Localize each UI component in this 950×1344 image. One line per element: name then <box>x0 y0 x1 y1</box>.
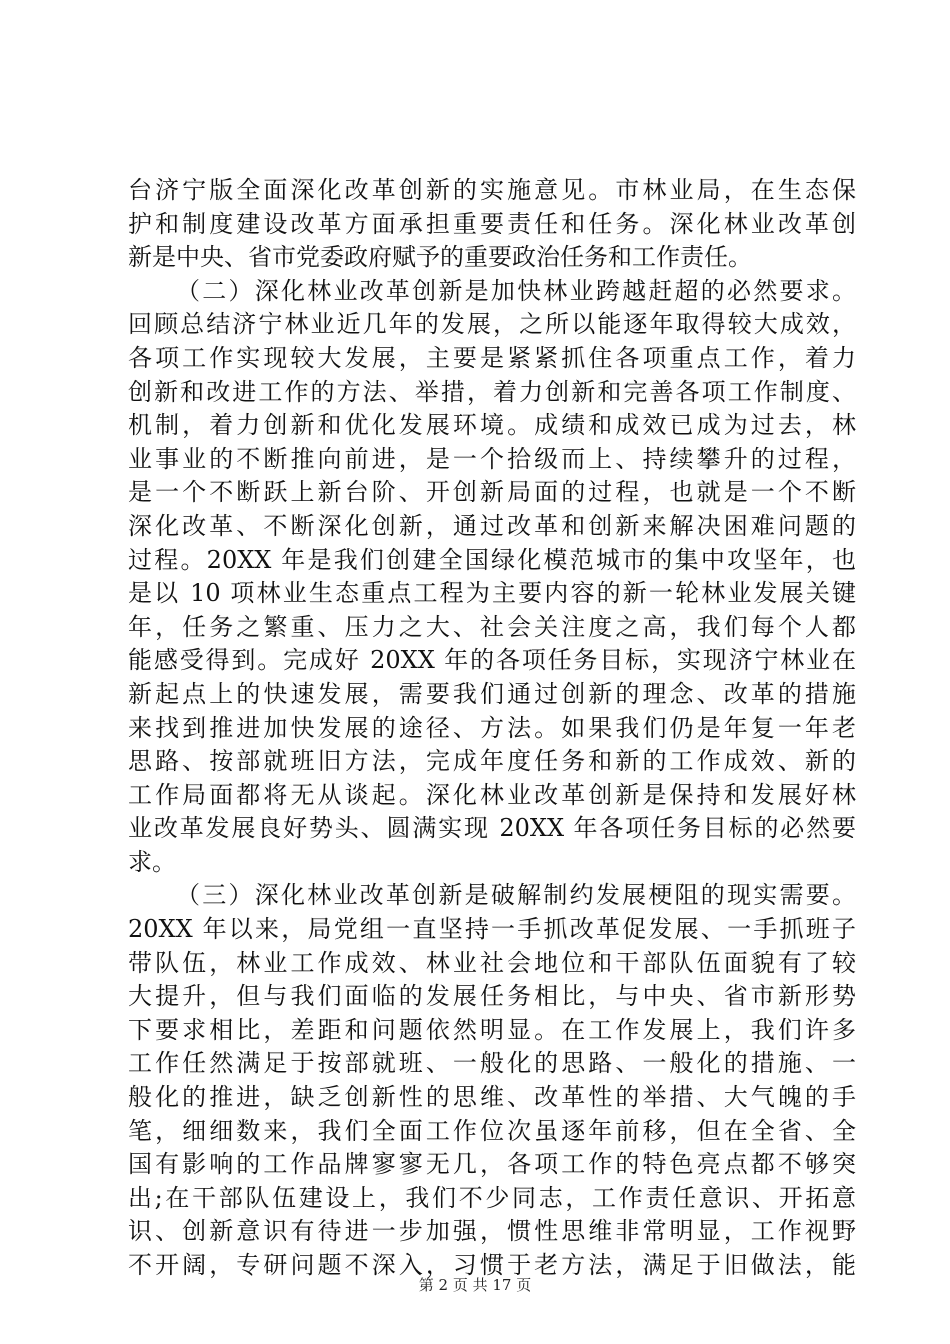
text-line: 机制，着力创新和优化发展环境。成绩和成效已成为过去，林 <box>128 411 856 440</box>
document-body <box>128 174 856 1283</box>
text-line: 年，任务之繁重、压力之大、社会关注度之高，我们每个人都 <box>128 612 856 641</box>
text-line: 20XX 年以来，局党组一直坚持一手抓改革促发展、一手抓班子 <box>128 915 856 944</box>
text-line: 不开阔，专研问题不深入，习惯于老方法，满足于旧做法，能 <box>128 1251 856 1279</box>
text-line: 出;在干部队伍建设上，我们不少同志，工作责任意识、开拓意 <box>128 1183 856 1212</box>
text-line: 来找到推进加快发展的途径、方法。如果我们仍是年复一年老 <box>128 713 856 742</box>
text-line: 业改革发展良好势头、圆满实现 20XX 年各项任务目标的必然要 <box>128 814 856 843</box>
text-line: 工作任然满足于按部就班、一般化的思路、一般化的措施、一 <box>128 1049 856 1078</box>
text-line: 下要求相比，差距和问题依然明显。在工作发展上，我们许多 <box>128 1015 856 1044</box>
text-line: 新起点上的快速发展，需要我们通过创新的理念、改革的措施 <box>128 679 856 708</box>
text-line: 思路、按部就班旧方法，完成年度任务和新的工作成效、新的 <box>128 747 856 776</box>
page-footer: 第 2 页 共 17 页 <box>418 1276 532 1294</box>
text-line: 大提升，但与我们面临的发展任务相比，与中央、省市新形势 <box>128 982 856 1011</box>
text-line: 般化的推进，缺乏创新性的思维、改革性的举措、大气魄的手 <box>128 1083 856 1112</box>
text-line: 是以 10 项林业生态重点工程为主要内容的新一轮林业发展关键 <box>128 579 856 608</box>
text-line: 回顾总结济宁林业近几年的发展，之所以能逐年取得较大成效， <box>128 310 856 339</box>
text-line: 护和制度建设改革方面承担重要责任和任务。深化林业改革创 <box>128 209 856 238</box>
text-line: 业事业的不断推向前进，是一个拾级而上、持续攀升的过程， <box>128 444 856 473</box>
text-line: 求。 <box>128 847 176 876</box>
text-line: 能感受得到。完成好 20XX 年的各项任务目标，实现济宁林业在 <box>128 646 856 675</box>
text-line: 带队伍，林业工作成效、林业社会地位和干部队伍面貌有了较 <box>128 948 856 977</box>
text-line: 工作局面都将无从谈起。深化林业改革创新是保持和发展好林 <box>128 780 856 809</box>
text-line: 深化改革、不断深化创新，通过改革和创新来解决困难问题的 <box>128 511 856 540</box>
text-line: 笔，细细数来，我们全面工作位次虽逐年前移，但在全省、全 <box>128 1116 856 1145</box>
text-line: 是一个不断跃上新台阶、开创新局面的过程，也就是一个不断 <box>128 478 856 507</box>
text-line: 各项工作实现较大发展，主要是紧紧抓住各项重点工作，着力 <box>128 343 856 372</box>
paragraph-first-line: （三）深化林业改革创新是破解制约发展梗阻的现实需要。 <box>176 881 856 910</box>
text-line: 台济宁版全面深化改革创新的实施意见。市林业局，在生态保 <box>128 176 856 204</box>
text-line: 创新和改进工作的方法、举措，着力创新和完善各项工作制度、 <box>128 377 856 406</box>
text-line: 国有影响的工作品牌寥寥无几，各项工作的特色亮点都不够突 <box>128 1150 856 1179</box>
text-line: 过程。20XX 年是我们创建全国绿化模范城市的集中攻坚年，也 <box>128 545 856 574</box>
paragraph-first-line: （二）深化林业改革创新是加快林业跨越赶超的必然要求。 <box>176 276 856 305</box>
text-line: 新是中央、省市党委政府赋予的重要政治任务和工作责任。 <box>128 243 752 272</box>
text-line: 识、创新意识有待进一步加强，惯性思维非常明显，工作视野 <box>128 1217 856 1246</box>
